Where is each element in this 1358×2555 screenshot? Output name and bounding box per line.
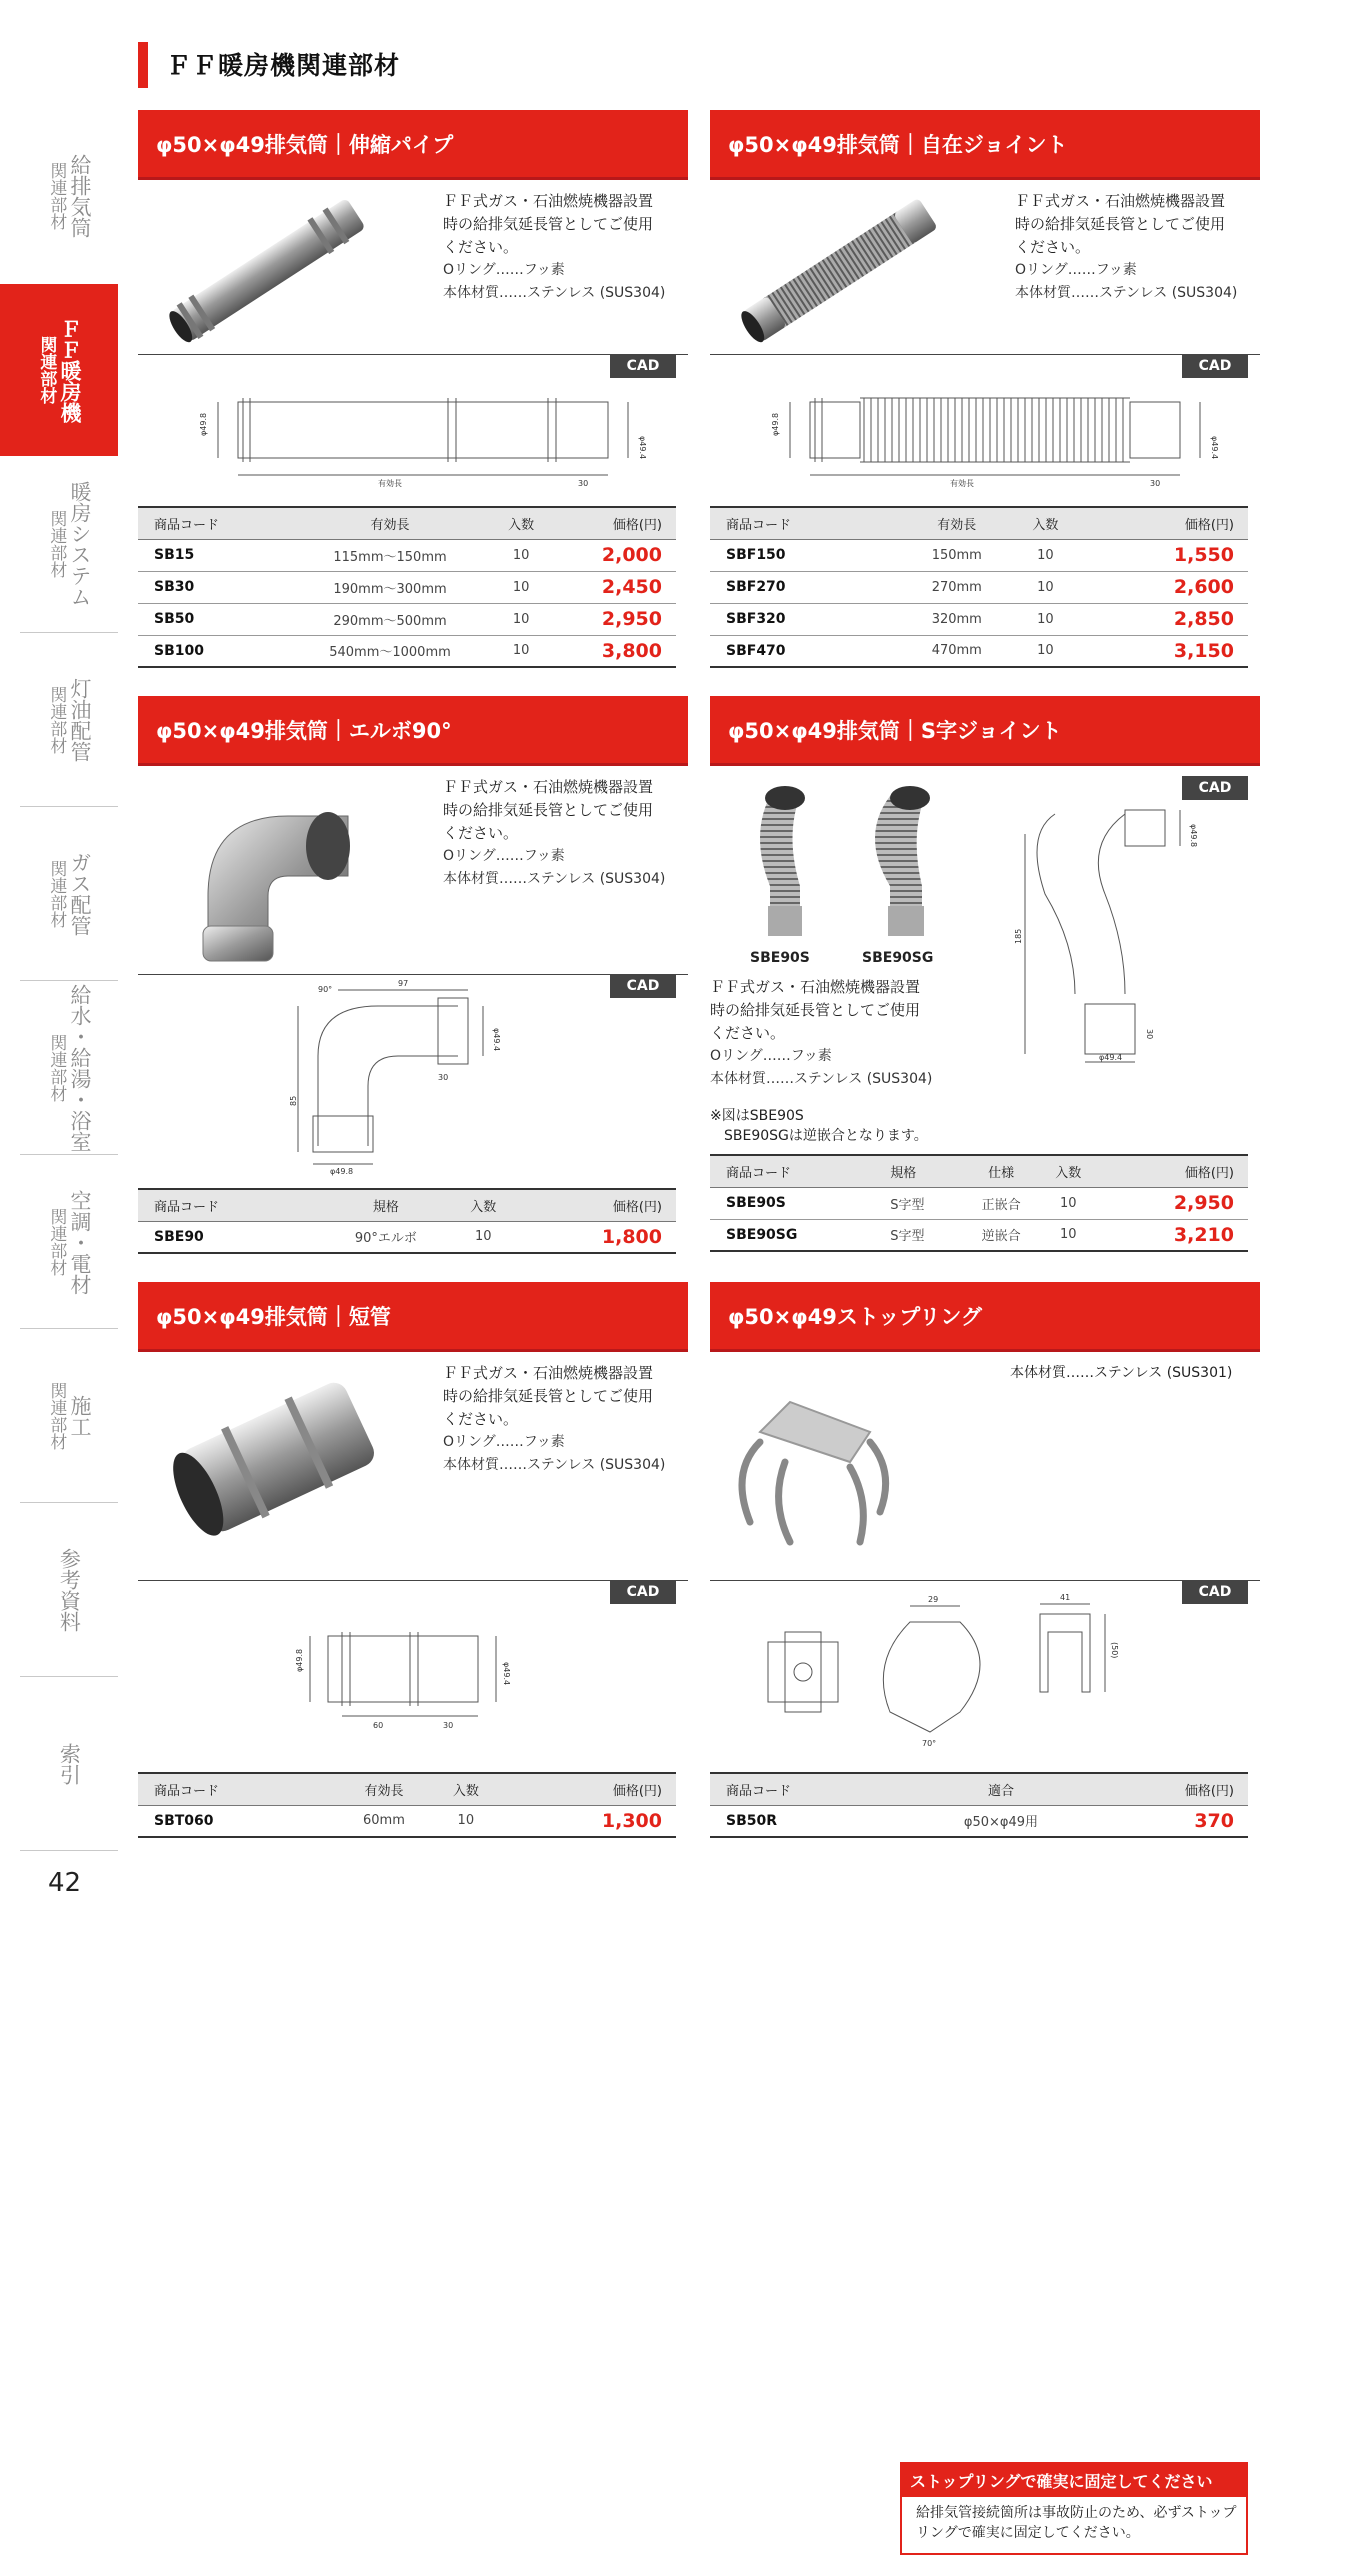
svg-text:30: 30 bbox=[443, 1721, 454, 1730]
cad-divider bbox=[710, 1580, 1260, 1581]
panel-title: φ50×φ49排気筒｜伸縮パイプ bbox=[138, 110, 688, 180]
svg-text:φ49.4: φ49.4 bbox=[1210, 436, 1219, 460]
table-row: SB30 190mm〜300mm 10 2,450 bbox=[138, 571, 676, 603]
sidebar-item-label: 関連部材 bbox=[46, 1034, 67, 1102]
table-row: SBE90 90°エルボ 10 1,800 bbox=[138, 1221, 676, 1253]
stop-ring-photo bbox=[720, 1382, 900, 1562]
svg-text:φ49.4: φ49.4 bbox=[1099, 1053, 1123, 1062]
cad-badge[interactable]: CAD bbox=[1182, 776, 1248, 800]
table-row: SBF150 150mm 10 1,550 bbox=[710, 539, 1248, 571]
svg-text:30: 30 bbox=[578, 479, 589, 488]
table-row: SB50R φ50×φ49用 370 bbox=[710, 1805, 1248, 1837]
svg-text:φ49.8: φ49.8 bbox=[771, 412, 780, 436]
stop-ring-drawing bbox=[760, 1592, 1180, 1752]
svg-text:41: 41 bbox=[1060, 1593, 1071, 1602]
short-pipe-photo bbox=[168, 1362, 388, 1552]
svg-text:φ49.8: φ49.8 bbox=[1189, 824, 1198, 848]
svg-text:有効長: 有効長 bbox=[378, 479, 402, 488]
panel-short-pipe bbox=[138, 1282, 688, 1842]
figure-note: ※図はSBE90S SBE90SGは逆嵌合となります。 bbox=[710, 1108, 928, 1144]
panel-flexible-joint bbox=[710, 110, 1260, 674]
sidebar-divider bbox=[20, 1502, 118, 1503]
svg-text:有効長: 有効長 bbox=[950, 479, 974, 488]
sidebar-item-label: 関連部材 bbox=[46, 510, 67, 578]
svg-text:85: 85 bbox=[289, 1095, 298, 1106]
sidebar-item-aircon-electric[interactable] bbox=[20, 1158, 118, 1326]
product-description: ＦＦ式ガス・石油燃焼機器設置 時の給排気延長管としてご使用 ください。 Oリング……フッ素 本体材質……ステンレス (SUS304) bbox=[443, 778, 666, 887]
sidebar-divider bbox=[20, 1328, 118, 1329]
pipe-photo bbox=[158, 190, 378, 350]
warning-title: ストップリングで確実に固定してください bbox=[902, 2464, 1246, 2497]
svg-text:90°: 90° bbox=[318, 985, 333, 994]
cad-divider bbox=[138, 1580, 688, 1581]
sidebar-item-label: 灯油配管 bbox=[68, 678, 93, 762]
elbow-photo bbox=[168, 776, 368, 966]
sidebar-item-label: ガス配管 bbox=[68, 852, 93, 936]
panel-s-joint bbox=[710, 696, 1260, 1256]
s-joint-photo bbox=[730, 776, 960, 946]
svg-text:φ49.4: φ49.4 bbox=[638, 436, 647, 460]
sidebar-item-label: 関連部材 bbox=[46, 1382, 67, 1450]
table-row: SB100 540mm〜1000mm 10 3,800 bbox=[138, 635, 676, 667]
svg-text:φ49.8: φ49.8 bbox=[199, 412, 208, 436]
cad-divider bbox=[710, 354, 1260, 355]
s-joint-drawing bbox=[1015, 804, 1250, 1064]
warning-box bbox=[900, 2462, 1248, 2555]
sidebar-item-kerosene-pipe[interactable] bbox=[20, 636, 118, 804]
sidebar-item-label: 関連部材 bbox=[46, 1208, 67, 1276]
pipe-drawing bbox=[178, 380, 648, 490]
sidebar-item-construction[interactable] bbox=[20, 1332, 118, 1500]
sidebar-item-label: 参考資料 bbox=[57, 1548, 82, 1632]
sidebar-item-exhaust-pipe[interactable] bbox=[20, 112, 118, 280]
svg-text:30: 30 bbox=[438, 1073, 449, 1082]
cad-badge[interactable]: CAD bbox=[610, 1580, 676, 1604]
cad-badge[interactable]: CAD bbox=[610, 974, 676, 998]
panel-title: φ50×φ49ストップリング bbox=[710, 1282, 1260, 1352]
material-text: 本体材質……ステンレス (SUS301) bbox=[1010, 1365, 1233, 1381]
sidebar-item-label: 暖房システム bbox=[68, 481, 93, 607]
panel-title: φ50×φ49排気筒｜自在ジョイント bbox=[710, 110, 1260, 180]
panel-telescopic-pipe bbox=[138, 110, 688, 674]
sidebar-item-label: 給水・給湯・浴室 bbox=[68, 984, 93, 1152]
photo-label: SBE90SG bbox=[862, 950, 934, 966]
product-description: ＦＦ式ガス・石油燃焼機器設置 時の給排気延長管としてご使用 ください。 Oリング……フッ素 本体材質……ステンレス (SUS304) bbox=[710, 978, 933, 1087]
price-table: 商品コード 規格 入数 価格(円) SBE90 90°エルボ 10 1,800 bbox=[138, 1188, 676, 1254]
svg-text:φ49.4: φ49.4 bbox=[502, 1662, 511, 1686]
sidebar-item-heating-system[interactable] bbox=[20, 460, 118, 628]
sidebar-item-label: 空調・電材 bbox=[68, 1189, 93, 1295]
table-row: SBF270 270mm 10 2,600 bbox=[710, 571, 1248, 603]
product-description: ＦＦ式ガス・石油燃焼機器設置 時の給排気延長管としてご使用 ください。 Oリング……フッ素 本体材質……ステンレス (SUS304) bbox=[443, 1364, 666, 1473]
table-row: SBF470 470mm 10 3,150 bbox=[710, 635, 1248, 667]
table-row: SBT060 60mm 10 1,300 bbox=[138, 1805, 676, 1837]
sidebar-divider bbox=[20, 1154, 118, 1155]
short-pipe-drawing bbox=[295, 1622, 518, 1732]
table-row: SBE90S S字型 正嵌合 10 2,950 bbox=[710, 1187, 1248, 1219]
sidebar-divider bbox=[20, 1850, 118, 1851]
sidebar-item-water-bath[interactable] bbox=[20, 984, 118, 1152]
product-description: ＦＦ式ガス・石油燃焼機器設置 時の給排気延長管としてご使用 ください。 Oリング……フッ素 本体材質……ステンレス (SUS304) bbox=[443, 192, 666, 301]
sidebar-item-label: 関連部材 bbox=[46, 860, 67, 928]
panel-title: φ50×φ49排気筒｜エルボ90° bbox=[138, 696, 688, 766]
svg-text:(50): (50) bbox=[1110, 1642, 1119, 1659]
svg-text:φ49.8: φ49.8 bbox=[330, 1167, 354, 1176]
sidebar-item-label: 関連部材 bbox=[36, 336, 57, 404]
sidebar-item-label: ＦＦ暖房機 bbox=[58, 317, 83, 423]
panel-title: φ50×φ49排気筒｜短管 bbox=[138, 1282, 688, 1352]
table-row: SB50 290mm〜500mm 10 2,950 bbox=[138, 603, 676, 635]
svg-text:185: 185 bbox=[1014, 928, 1023, 944]
cad-badge[interactable]: CAD bbox=[610, 354, 676, 378]
table-row: SB15 115mm〜150mm 10 2,000 bbox=[138, 539, 676, 571]
svg-text:φ49.4: φ49.4 bbox=[492, 1028, 501, 1052]
svg-text:60: 60 bbox=[373, 1721, 384, 1730]
sidebar-item-label: 関連部材 bbox=[46, 686, 67, 754]
sidebar-item-gas-pipe[interactable] bbox=[20, 810, 118, 978]
elbow-drawing bbox=[288, 976, 528, 1176]
photo-label: SBE90S bbox=[750, 950, 810, 966]
flex-joint-photo bbox=[730, 190, 950, 350]
cad-divider bbox=[138, 354, 688, 355]
panel-elbow bbox=[138, 696, 688, 1256]
warning-text: 給排気管接続箇所は事故防止のため、必ずストップリングで確実に固定してください。 bbox=[916, 2505, 1237, 2541]
svg-text:30: 30 bbox=[1150, 479, 1161, 488]
svg-text:29: 29 bbox=[928, 1595, 939, 1604]
sidebar-item-ff-heater[interactable] bbox=[0, 284, 118, 456]
page-number: 42 bbox=[48, 1868, 82, 1898]
sidebar-item-label: 給排気筒 bbox=[68, 154, 93, 238]
price-table: 商品コード 有効長 入数 価格(円) SB15 115mm〜150mm 10 2,000 SB30 190mm〜300mm 10 2,450 SB50 290mm〜500mm 10 2,950 SB100 540mm〜1000mm 10 3,800 bbox=[138, 506, 676, 668]
sidebar-item-label: 索引 bbox=[57, 1743, 82, 1785]
price-table: 商品コード 有効長 入数 価格(円) SBT060 60mm 10 1,300 bbox=[138, 1772, 676, 1838]
table-row: SBE90SG S字型 逆嵌合 10 3,210 bbox=[710, 1219, 1248, 1251]
sidebar-item-label: 施工 bbox=[68, 1395, 93, 1437]
sidebar-divider bbox=[20, 980, 118, 981]
price-table: 商品コード 適合 価格(円) SB50R φ50×φ49用 370 bbox=[710, 1772, 1248, 1838]
svg-text:70°: 70° bbox=[922, 1739, 937, 1748]
sidebar-divider bbox=[20, 1676, 118, 1677]
sidebar-item-index[interactable] bbox=[20, 1680, 118, 1848]
sidebar-divider bbox=[20, 632, 118, 633]
panel-title: φ50×φ49排気筒｜S字ジョイント bbox=[710, 696, 1260, 766]
panel-stop-ring bbox=[710, 1282, 1260, 2541]
sidebar-item-label: 関連部材 bbox=[46, 162, 67, 230]
price-table: 商品コード 規格 仕様 入数 価格(円) SBE90S S字型 正嵌合 10 2,950 SBE90SG S字型 逆嵌合 10 3,210 bbox=[710, 1154, 1248, 1252]
table-row: SBF320 320mm 10 2,850 bbox=[710, 603, 1248, 635]
svg-text:97: 97 bbox=[398, 979, 409, 988]
flex-joint-drawing bbox=[750, 380, 1220, 490]
sidebar-item-reference[interactable] bbox=[20, 1506, 118, 1674]
cad-badge[interactable]: CAD bbox=[1182, 354, 1248, 378]
svg-text:30: 30 bbox=[1145, 1029, 1154, 1040]
cad-badge[interactable]: CAD bbox=[1182, 1580, 1248, 1604]
cad-divider bbox=[138, 974, 688, 975]
sidebar-divider bbox=[20, 806, 118, 807]
svg-text:φ49.8: φ49.8 bbox=[295, 1648, 304, 1672]
page-title: ＦＦ暖房機関連部材 bbox=[166, 51, 401, 80]
product-description: ＦＦ式ガス・石油燃焼機器設置 時の給排気延長管としてご使用 ください。 Oリング……フッ素 本体材質……ステンレス (SUS304) bbox=[1015, 192, 1238, 301]
header-accent-bar bbox=[138, 42, 148, 88]
price-table: 商品コード 有効長 入数 価格(円) SBF150 150mm 10 1,550 SBF270 270mm 10 2,600 SBF320 320mm 10 2,850 SBF470 470mm 10 3,150 bbox=[710, 506, 1248, 668]
